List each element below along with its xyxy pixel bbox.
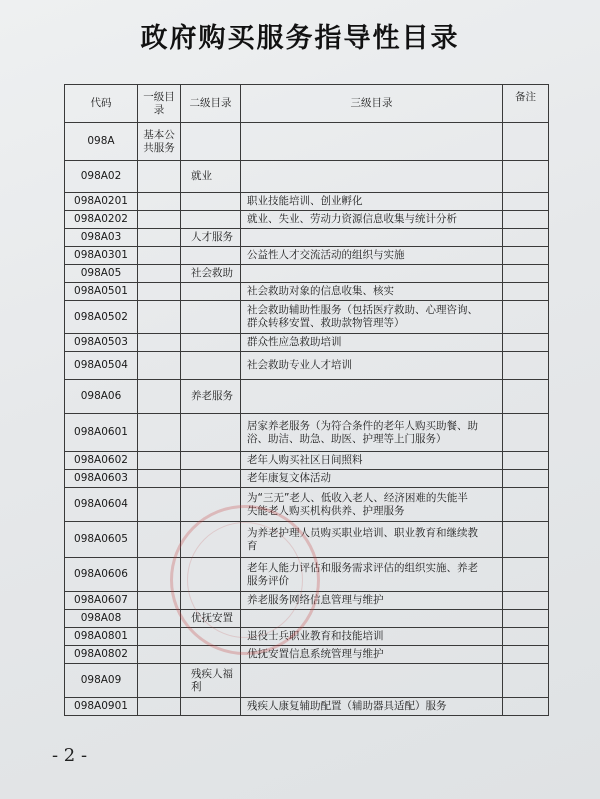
table-row xyxy=(65,265,549,283)
level2-cell xyxy=(181,646,241,664)
level1-cell xyxy=(138,229,181,247)
level2-cell: 残疾人福 利 xyxy=(181,664,241,698)
level2-cell xyxy=(181,283,241,301)
table-row xyxy=(65,352,549,380)
note-cell xyxy=(503,123,549,161)
level2-cell xyxy=(181,247,241,265)
note-cell xyxy=(503,522,549,558)
level2-cell xyxy=(181,301,241,334)
table-row xyxy=(65,161,549,193)
note-cell xyxy=(503,646,549,664)
table-row xyxy=(65,211,549,229)
level2-cell xyxy=(181,211,241,229)
level3-cell: 老年人购买社区日间照料 xyxy=(241,452,503,470)
note-cell xyxy=(503,193,549,211)
table-row xyxy=(65,193,549,211)
level1-cell xyxy=(138,558,181,592)
note-cell xyxy=(503,229,549,247)
note-cell xyxy=(503,334,549,352)
header-note: 备注 xyxy=(503,85,549,123)
level1-cell xyxy=(138,664,181,698)
code-cell: 098A0301 xyxy=(65,247,138,265)
table-row xyxy=(65,247,549,265)
code-cell: 098A0503 xyxy=(65,334,138,352)
code-cell: 098A0802 xyxy=(65,646,138,664)
note-cell xyxy=(503,488,549,522)
code-cell: 098A0504 xyxy=(65,352,138,380)
level1-cell xyxy=(138,161,181,193)
note-cell xyxy=(503,283,549,301)
page-title: 政府购买服务指导性目录 xyxy=(140,23,460,54)
level3-cell: 为“三无”老人、低收入老人、经济困难的失能半 失能老人购买机构供养、护理服务 xyxy=(241,488,503,522)
note-cell xyxy=(503,161,549,193)
level1-cell: 基本公 共服务 xyxy=(138,123,181,161)
header-level3: 三级目录 xyxy=(241,85,503,123)
code-cell: 098A0604 xyxy=(65,488,138,522)
level3-cell: 公益性人才交流活动的组织与实施 xyxy=(241,247,503,265)
level3-cell: 就业、失业、劳动力资源信息收集与统计分析 xyxy=(241,211,503,229)
level3-cell: 老年人能力评估和服务需求评估的组织实施、养老 服务评价 xyxy=(241,558,503,592)
level1-cell xyxy=(138,352,181,380)
level3-cell: 优抚安置信息系统管理与维护 xyxy=(241,646,503,664)
note-cell xyxy=(503,558,549,592)
level1-cell xyxy=(138,265,181,283)
note-cell xyxy=(503,592,549,610)
code-cell: 098A0603 xyxy=(65,470,138,488)
table-body xyxy=(65,123,549,716)
level2-cell: 养老服务 xyxy=(181,380,241,414)
table-row xyxy=(65,123,549,161)
level1-cell xyxy=(138,283,181,301)
level3-cell: 居家养老服务（为符合条件的老年人购买助餐、助 浴、助洁、助急、助医、护理等上门服务） xyxy=(241,414,503,452)
level2-cell xyxy=(181,698,241,716)
service-catalog-table-wrapper xyxy=(64,84,548,716)
code-cell: 098A08 xyxy=(65,610,138,628)
note-cell xyxy=(503,380,549,414)
level2-cell xyxy=(181,452,241,470)
table-row xyxy=(65,414,549,452)
table-row xyxy=(65,452,549,470)
level3-cell xyxy=(241,380,503,414)
level2-cell: 人才服务 xyxy=(181,229,241,247)
level2-cell xyxy=(181,470,241,488)
level3-cell: 社会救助专业人才培训 xyxy=(241,352,503,380)
note-cell xyxy=(503,211,549,229)
page-number: - 2 - xyxy=(52,745,88,766)
code-cell: 098A0901 xyxy=(65,698,138,716)
note-cell xyxy=(503,452,549,470)
note-cell xyxy=(503,698,549,716)
table-row xyxy=(65,334,549,352)
level1-cell xyxy=(138,646,181,664)
level2-cell xyxy=(181,522,241,558)
note-cell xyxy=(503,470,549,488)
code-cell: 098A09 xyxy=(65,664,138,698)
level3-cell: 养老服务网络信息管理与维护 xyxy=(241,592,503,610)
note-cell xyxy=(503,610,549,628)
code-cell: 098A0607 xyxy=(65,592,138,610)
level1-cell xyxy=(138,610,181,628)
code-cell: 098A0605 xyxy=(65,522,138,558)
level3-cell xyxy=(241,664,503,698)
level3-cell: 为养老护理人员购买职业培训、职业教育和继续教 育 xyxy=(241,522,503,558)
header-level2: 二级目录 xyxy=(181,85,241,123)
level3-cell xyxy=(241,610,503,628)
code-cell: 098A0502 xyxy=(65,301,138,334)
level2-cell xyxy=(181,193,241,211)
level1-cell xyxy=(138,522,181,558)
table-row xyxy=(65,698,549,716)
code-cell: 098A0202 xyxy=(65,211,138,229)
table-row xyxy=(65,283,549,301)
code-cell: 098A0601 xyxy=(65,414,138,452)
level3-cell: 职业技能培训、创业孵化 xyxy=(241,193,503,211)
note-cell xyxy=(503,247,549,265)
level1-cell xyxy=(138,470,181,488)
header-code: 代码 xyxy=(65,85,138,123)
level1-cell xyxy=(138,698,181,716)
level2-cell: 优抚安置 xyxy=(181,610,241,628)
table-row xyxy=(65,628,549,646)
level1-cell xyxy=(138,628,181,646)
code-cell: 098A xyxy=(65,123,138,161)
code-cell: 098A0201 xyxy=(65,193,138,211)
note-cell xyxy=(503,265,549,283)
level1-cell xyxy=(138,488,181,522)
level2-cell xyxy=(181,414,241,452)
table-row xyxy=(65,610,549,628)
note-cell xyxy=(503,414,549,452)
code-cell: 098A0606 xyxy=(65,558,138,592)
level2-cell xyxy=(181,334,241,352)
header-level1: 一级目 录 xyxy=(138,85,181,123)
level3-cell xyxy=(241,161,503,193)
note-cell xyxy=(503,301,549,334)
level3-cell: 退役士兵职业教育和技能培训 xyxy=(241,628,503,646)
level2-cell xyxy=(181,488,241,522)
note-cell xyxy=(503,352,549,380)
level1-cell xyxy=(138,334,181,352)
level2-cell xyxy=(181,558,241,592)
level2-cell: 社会救助 xyxy=(181,265,241,283)
level2-cell xyxy=(181,352,241,380)
level3-cell xyxy=(241,265,503,283)
code-cell: 098A0801 xyxy=(65,628,138,646)
level2-cell xyxy=(181,628,241,646)
table-row xyxy=(65,488,549,522)
table-row xyxy=(65,470,549,488)
level1-cell xyxy=(138,592,181,610)
level3-cell xyxy=(241,229,503,247)
level2-cell xyxy=(181,592,241,610)
note-cell xyxy=(503,664,549,698)
level3-cell: 社会救助对象的信息收集、核实 xyxy=(241,283,503,301)
table-row xyxy=(65,380,549,414)
note-cell xyxy=(503,628,549,646)
service-catalog-table xyxy=(64,84,549,716)
level1-cell xyxy=(138,247,181,265)
table-row xyxy=(65,229,549,247)
code-cell: 098A0602 xyxy=(65,452,138,470)
code-cell: 098A05 xyxy=(65,265,138,283)
level3-cell: 社会救助辅助性服务（包括医疗救助、心理咨询、 群众转移安置、救助款物管理等） xyxy=(241,301,503,334)
level3-cell: 群众性应急救助培训 xyxy=(241,334,503,352)
table-row xyxy=(65,522,549,558)
level1-cell xyxy=(138,414,181,452)
table-row xyxy=(65,646,549,664)
level2-cell xyxy=(181,123,241,161)
level3-cell xyxy=(241,123,503,161)
table-row xyxy=(65,592,549,610)
code-cell: 098A0501 xyxy=(65,283,138,301)
level1-cell xyxy=(138,193,181,211)
table-row xyxy=(65,558,549,592)
level1-cell xyxy=(138,211,181,229)
level3-cell: 老年康复文体活动 xyxy=(241,470,503,488)
level2-cell: 就业 xyxy=(181,161,241,193)
level1-cell xyxy=(138,380,181,414)
table-row xyxy=(65,301,549,334)
code-cell: 098A06 xyxy=(65,380,138,414)
level1-cell xyxy=(138,301,181,334)
level3-cell: 残疾人康复辅助配置（辅助器具适配）服务 xyxy=(241,698,503,716)
level1-cell xyxy=(138,452,181,470)
code-cell: 098A02 xyxy=(65,161,138,193)
code-cell: 098A03 xyxy=(65,229,138,247)
table-row xyxy=(65,664,549,698)
